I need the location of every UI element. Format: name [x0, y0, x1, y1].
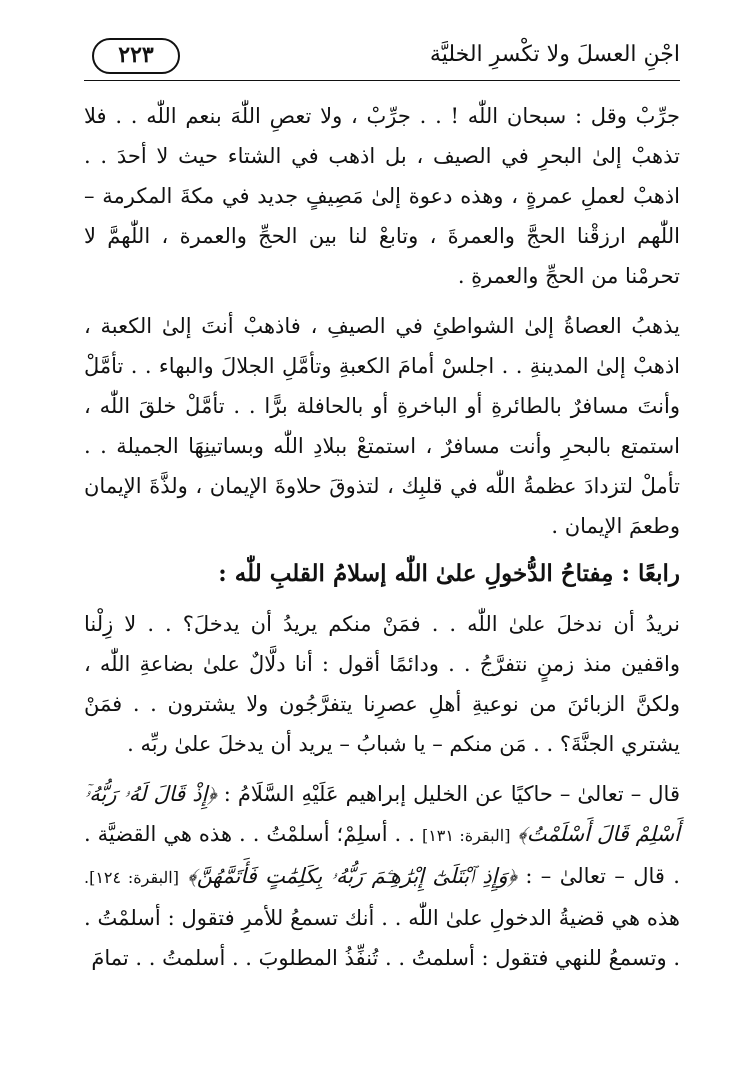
- quran-verse-1: ﴿إِذْ قَالَ لَهُۥ رَبُّهُۥٓ أَسْلِمْ قَالَ أَسْلَمْتُ﴾: [84, 782, 680, 846]
- page-number: ٢٢٣: [92, 38, 180, 74]
- section-heading: رابعًا : مِفتاحُ الدُّخولِ علىٰ اللّٰه إسلامُ القلبِ للّٰه :: [218, 560, 680, 587]
- verse-reference-1: [البقرة: ١٣١]: [421, 826, 511, 845]
- paragraph-3: نريدُ أن ندخلَ علىٰ اللّٰه . . فمَنْ منكم يريدُ أن يدخلَ؟ . . لا زِلْنا واقفين منذ زمنٍ نتفرَّجُ . . ودائمًا أقول : أنا دلَّالٌ علىٰ بضاعةِ اللّٰه ، ولكنَّ الزبائنَ من نوعيةِ أهلِ عصرِنا يتفرَّجُون ولا يشترون . . فمَنْ يشتري الجنَّةَ؟ . . مَن منكم – يا شبابُ – يريد أن يدخلَ علىٰ ربِّه .: [84, 612, 680, 756]
- paragraph-2: يذهبُ العصاةُ إلىٰ الشواطئِ في الصيفِ ، فاذهبْ أنتَ إلىٰ الكعبة ، اذهبْ إلىٰ المدينةِ . . اجلسْ أمامَ الكعبةِ وتأمَّلِ الجلالَ والبهاء . . تأمَّلْ وأنتَ مسافرٌ بالطائرةِ أو الباخرةِ أو بالحافلة برًّا . . تأمَّلْ خلقَ اللّٰه ، استمتع بالبحرِ وأنت مسافرٌ ، استمتعْ ببلادِ اللّٰه وبساتينِهَا الجميلة . . تأملْ لتزدادَ عظمةُ اللّٰه في قلبِك ، لتذوقَ حلاوةَ الإيمان ، ولذَّةَ الإيمان وطعمَ الإيمان .: [84, 314, 680, 538]
- paragraph-1: جرِّبْ وقل : سبحان اللّٰه ! . . جرِّبْ ، ولا تعصِ اللّٰهَ بنعم اللّٰه . . فلا تذهبْ إلىٰ البحرِ في الصيف ، بل اذهب في الشتاء حيث لا أحدَ . . اذهبْ لعملِ عمرةٍ ، وهذه دعوة إلىٰ مَصِيفٍ جديد في مكةَ المكرمة – اللّٰهم ارزقْنا الحجَّ والعمرةَ ، وتابعْ لنا بين الحجِّ والعمرة ، اللّٰهمَّ لا تحرمْنا من الحجِّ والعمرةِ .: [84, 104, 680, 288]
- quran-verse-2: ﴿وَإِذِ ٱبْتَلَىٰٓ إِبْرَٰهِـۧمَ رَبُّهُۥ بِكَلِمَٰتٍ فَأَتَمَّهُنَّ﴾: [187, 864, 517, 888]
- running-title: اجْنِ العسلَ ولا تكْسرِ الخليَّة: [429, 42, 680, 67]
- paragraph-4-middle: . . أسلِمْ؛ أسلمْتُ . . هذه هي القضيَّة . . قال – تعالىٰ – :: [84, 822, 680, 888]
- paragraph-4-end: هذه هي قضيةُ الدخولِ علىٰ اللّٰه . . أنك تسمعُ للأمرِ فتقول : أسلمْتُ . . وتسمعُ للنهي فتقول : أسلمتُ . . تُنفِّذُ المطلوبَ . . أسلمتُ . . تمامَ: [84, 906, 680, 970]
- paragraph-4-intro: قال – تعالىٰ – حاكيًا عن الخليل إبراهيم عَلَيْهِ السَّلَامُ :: [223, 782, 680, 806]
- verse-reference-2: [البقرة: ١٢٤].: [84, 868, 179, 887]
- page-body: [84, 96, 680, 978]
- header-divider: [84, 80, 680, 81]
- page-header: [84, 24, 680, 80]
- paragraph-4: [84, 774, 680, 978]
